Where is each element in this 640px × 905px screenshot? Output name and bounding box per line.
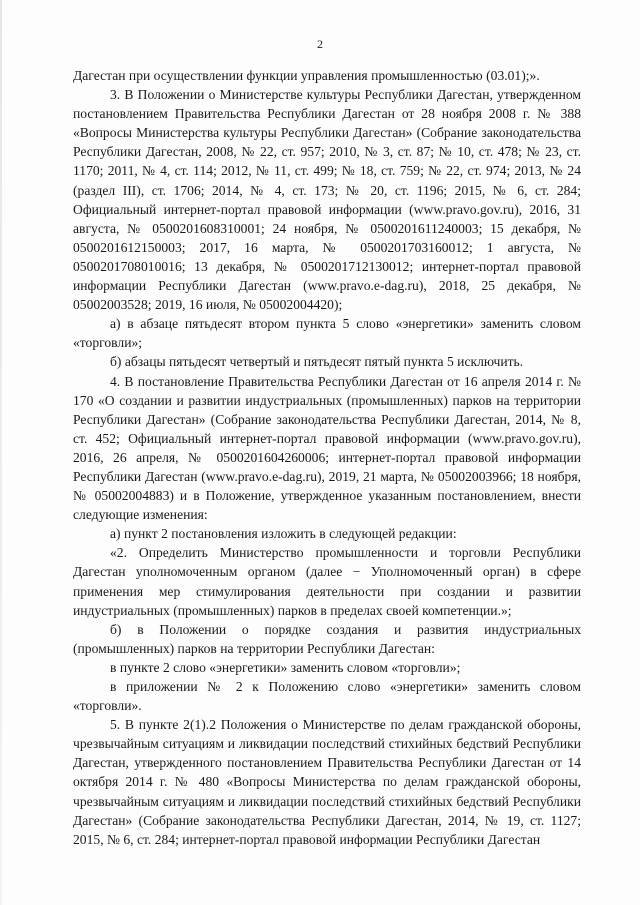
paragraph-continuation: Дагестан при осуществлении функции управления промышленностью (03.01);». (73, 68, 540, 83)
page-number: 2 (317, 37, 323, 51)
paragraph-item-3b: б) абзацы пятьдесят четвертый и пятьдесят пятый пункта 5 исключить. (110, 354, 524, 370)
paragraph-item-5: 5. В пункте 2(1).2 Положения о Министерстве по делам гражданской обороны, чрезвычайным ситуациям и ликвидации последствий стихийных бедствий Республики Дагестан, утвержденного постановлением Правительства Республики Дагестан от 14 октября 2014 г. № 480 «Вопросы Министерства по делам гражданской обороны, чрезвычайным ситуациям и ликвидации последствий стихийных бедствий Республики Дагестан» (Собрание законодательства Республики Дагестан, 2014, № 19, ст. 1127; 2015, № 6, ст. 284; интернет-портал правовой информации Республики Дагестан (73, 717, 581, 847)
paragraph-item-4: 4. В постановление Правительства Республики Дагестан от 16 апреля 2014 г. № 170 «О создании и развитии индустриальных (промышленных) парков на территории Республики Дагестан» (Собрание законодательства Республики Дагестан, 2014, № 8, ст. 452; Официальный интернет-портал правовой информации (www.pravo.gov.ru), 2016, 26 апреля, № 0500201604260006; интернет-портал правовой информации Республики Дагестан (www.pravo.e-dag.ru), 2019, 21 марта, № 05002003966; 18 ноября, № 05002004883) и в Положение, утвержденное указанным постановлением, внести следующие изменения: (73, 373, 581, 523)
paragraph-item-4b-1: в пункте 2 слово «энергетики» заменить словом «торговли»; (110, 659, 461, 675)
paragraph-item-4b: б) в Положении о порядке создания и развития индустриальных (промышленных) парков на территории Республики Дагестан: (73, 621, 581, 656)
paragraph-item-4a: а) пункт 2 постановления изложить в следующей редакции: (110, 526, 457, 542)
paragraph-item-4b-2: в приложении № 2 к Положению слово «энергетики» заменить словом «торговли». (73, 679, 581, 714)
paragraph-item-3a: а) в абзаце пятьдесят втором пункта 5 слово «энергетики» заменить словом «торговли»; (73, 316, 581, 351)
scan-edge (0, 0, 2, 905)
paragraph-item-3: 3. В Положении о Министерстве культуры Республики Дагестан, утвержденном постановлением Правительства Республики Дагестан от 28 ноября 2008 г. № 388 «Вопросы Министерства культуры Республики Дагестан» (Собрание законодательства Республики Дагестан, 2008, № 22, ст. 957; 2010, № 3, ст. 87; № 10, ст. 478; № 23, ст. 1170; 2011, № 4, ст. 114; 2012, № 11, ст. 499; № 18, ст. 759; № 22, ст. 974; 2013, № 24 (раздел III), ст. 1706; 2014, № 4, ст. 173; № 20, ст. 1196; 2015, № 6, ст. 284; Официальный интернет-портал правовой информации (www.pravo.gov.ru), 2016, 31 августа, № 0500201608310001; 24 ноября, № 0500201611240003; 15 декабря, № 0500201612150003; 2017, 16 марта, № 0500201703160012; 1 августа, № 0500201708010016; 13 декабря, № 0500201712130012; интернет-портал правовой информации Республики Дагестан (www.pravo.e-dag.ru), 2018, 25 декабря, № 05002003528; 2019, 16 июля, № 05002004420); (73, 87, 581, 313)
document-body (73, 66, 581, 849)
paragraph-quoted-point-2: «2. Определить Министерство промышленности и торговли Республики Дагестан уполномоченным органом (далее − Уполномоченный орган) в сфере применения мер стимулирования деятельности при создании и развитии индустриальных (промышленных) парков в пределах своей компетенции.»; (73, 545, 581, 618)
